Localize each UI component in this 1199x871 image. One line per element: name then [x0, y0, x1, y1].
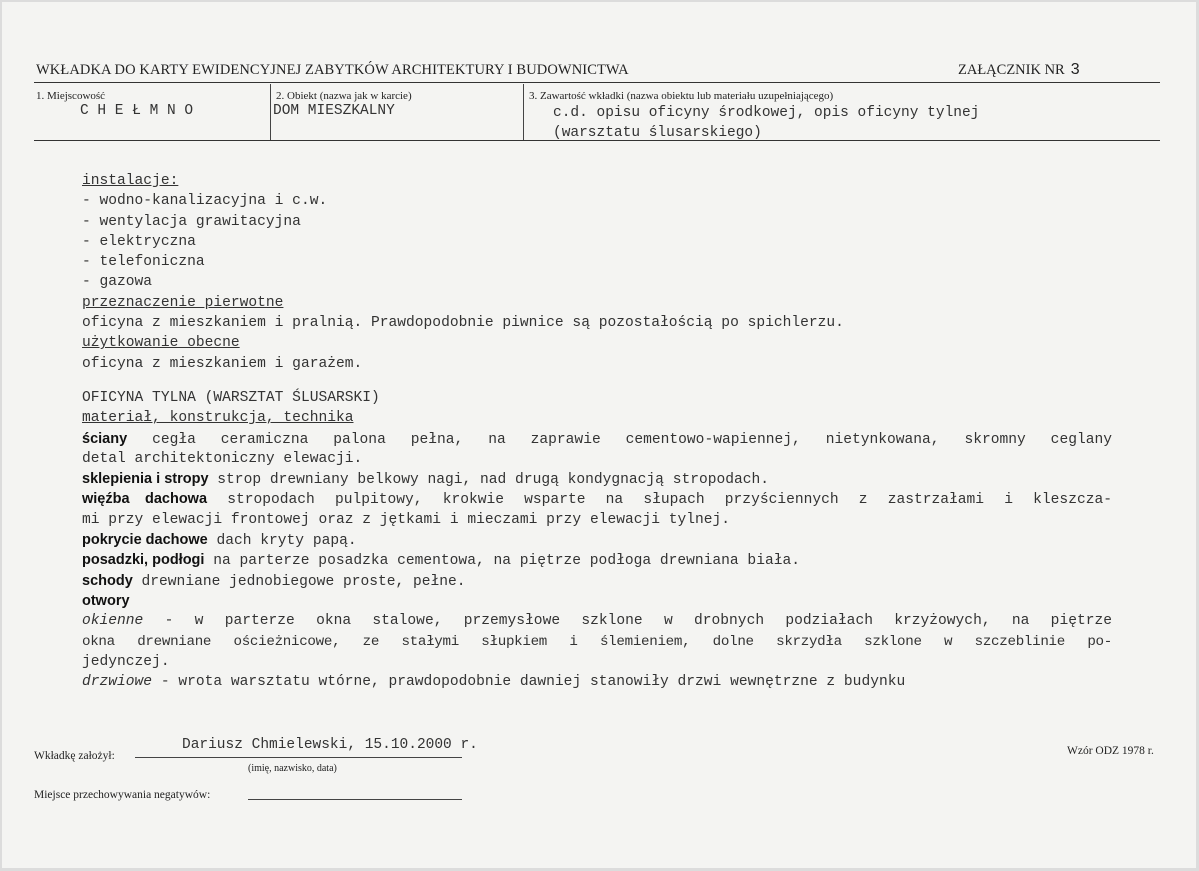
form-title: WKŁADKA DO KARTY EWIDENCYJNEJ ZABYTKÓW ARCHITEKTURY I BUDOWNICTWA — [36, 62, 629, 78]
openings-label: otwory — [82, 592, 130, 609]
installation-item: - wodno-kanalizacyjna i c.w. — [82, 193, 328, 210]
locality-value: C H E Ł M N O — [80, 103, 194, 119]
roofing-text: dach kryty papą. — [216, 533, 357, 550]
window-text-end: jedynczej. — [82, 653, 170, 670]
object-value: DOM MIESZKALNY — [273, 103, 395, 119]
content-label: 3. Zawartość wkładki (nazwa obiektu lub materiału uzupełniającego) — [529, 90, 834, 102]
installation-item: - wentylacja grawitacyjna — [82, 213, 301, 230]
signature-line — [135, 757, 462, 758]
rear-outbuilding-title: OFICYNA TYLNA (WARSZTAT ŚLUSARSKI) — [82, 389, 380, 406]
object-label: 2. Obiekt (nazwa jak w karcie) — [276, 90, 412, 102]
installation-item: - gazowa — [82, 274, 153, 291]
roof-truss-label: więźba dachowa — [82, 491, 208, 508]
floors-label: posadzki, podłogi — [82, 552, 205, 569]
walls-text: cegła ceramiczna palona pełna, na zaprawie cementowo-wapiennej, nietynkowana, skromny ceglany — [152, 431, 1112, 448]
established-by-value: Dariusz Chmielewski, 15.10.2000 r. — [182, 737, 478, 753]
field-divider — [523, 84, 524, 141]
negatives-line — [248, 799, 462, 800]
content-value-line-1: c.d. opisu oficyny środkowej, opis oficyny tylnej — [553, 105, 980, 121]
material-heading: materiał, konstrukcja, technika — [82, 410, 354, 427]
description-body — [82, 171, 1112, 692]
door-text: - wrota warsztatu wtórne, prawdopodobnie dawniej stanowiły drzwi wewnętrzne z budynku — [160, 674, 906, 691]
roof-truss-text-cont: mi przy elewacji frontowej oraz z jętkami i mieczami przy elewacji tylnej. — [82, 511, 731, 528]
door-label: drzwiowe — [82, 674, 153, 691]
field-divider — [270, 84, 271, 141]
installations-heading: instalacje: — [82, 173, 179, 189]
floors-text: na parterze posadzka cementowa, na piętrze podłoga drewniana biała. — [213, 553, 800, 570]
installation-item: - elektryczna — [82, 233, 196, 250]
original-use-heading: przeznaczenie pierwotne — [82, 294, 284, 311]
pattern-label: Wzór ODZ 1978 r. — [1067, 745, 1154, 757]
current-use-heading: użytkowanie obecne — [82, 335, 240, 352]
walls-text-cont: detal architektoniczny elewacji. — [82, 450, 363, 467]
window-label: okienne — [82, 613, 144, 630]
annex-label — [958, 61, 1080, 79]
installation-item: - telefoniczna — [82, 254, 205, 271]
header-top-rule — [34, 82, 1160, 83]
annex-label-text: ZAŁĄCZNIK NR — [958, 62, 1065, 78]
vaults-text: strop drewniany belkowy nagi, nad drugą kondygnacją stropodach. — [217, 472, 770, 489]
established-by-label: Wkładkę założył: — [34, 750, 115, 762]
vaults-label: sklepienia i stropy — [82, 471, 209, 488]
content-value-line-2: (warsztatu ślusarskiego) — [553, 125, 762, 141]
roofing-label: pokrycie dachowe — [82, 532, 208, 549]
walls-label: ściany — [82, 430, 128, 447]
window-text: - w parterze okna stalowe, przemysłowe szklone w drobnych podziałach krzyżowych, na piętrze — [164, 613, 1112, 630]
annex-number: 3 — [1070, 61, 1080, 78]
roof-truss-text: stropodach pulpitowy, krokwie wsparte na słupach przyściennych z zastrzałami i kleszcza- — [227, 492, 1112, 509]
stairs-label: schody — [82, 572, 133, 589]
window-text-cont: okna drewniane ościeżnicowe, ze stałymi słupkiem i ślemieniem, dolne skrzydła szklone w szczeblinie po- — [82, 633, 1112, 650]
established-by-caption: (imię, nazwisko, data) — [248, 763, 337, 774]
locality-label: 1. Miejscowość — [36, 90, 106, 102]
stairs-text: drewniane jednobiegowe proste, pełne. — [141, 573, 466, 590]
current-use-text: oficyna z mieszkaniem i garażem. — [82, 355, 363, 372]
negatives-label: Miejsce przechowywania negatywów: — [34, 789, 211, 801]
original-use-text: oficyna z mieszkaniem i pralnią. Prawdopodobnie piwnice są pozostałością po spichlerzu. — [82, 315, 844, 332]
